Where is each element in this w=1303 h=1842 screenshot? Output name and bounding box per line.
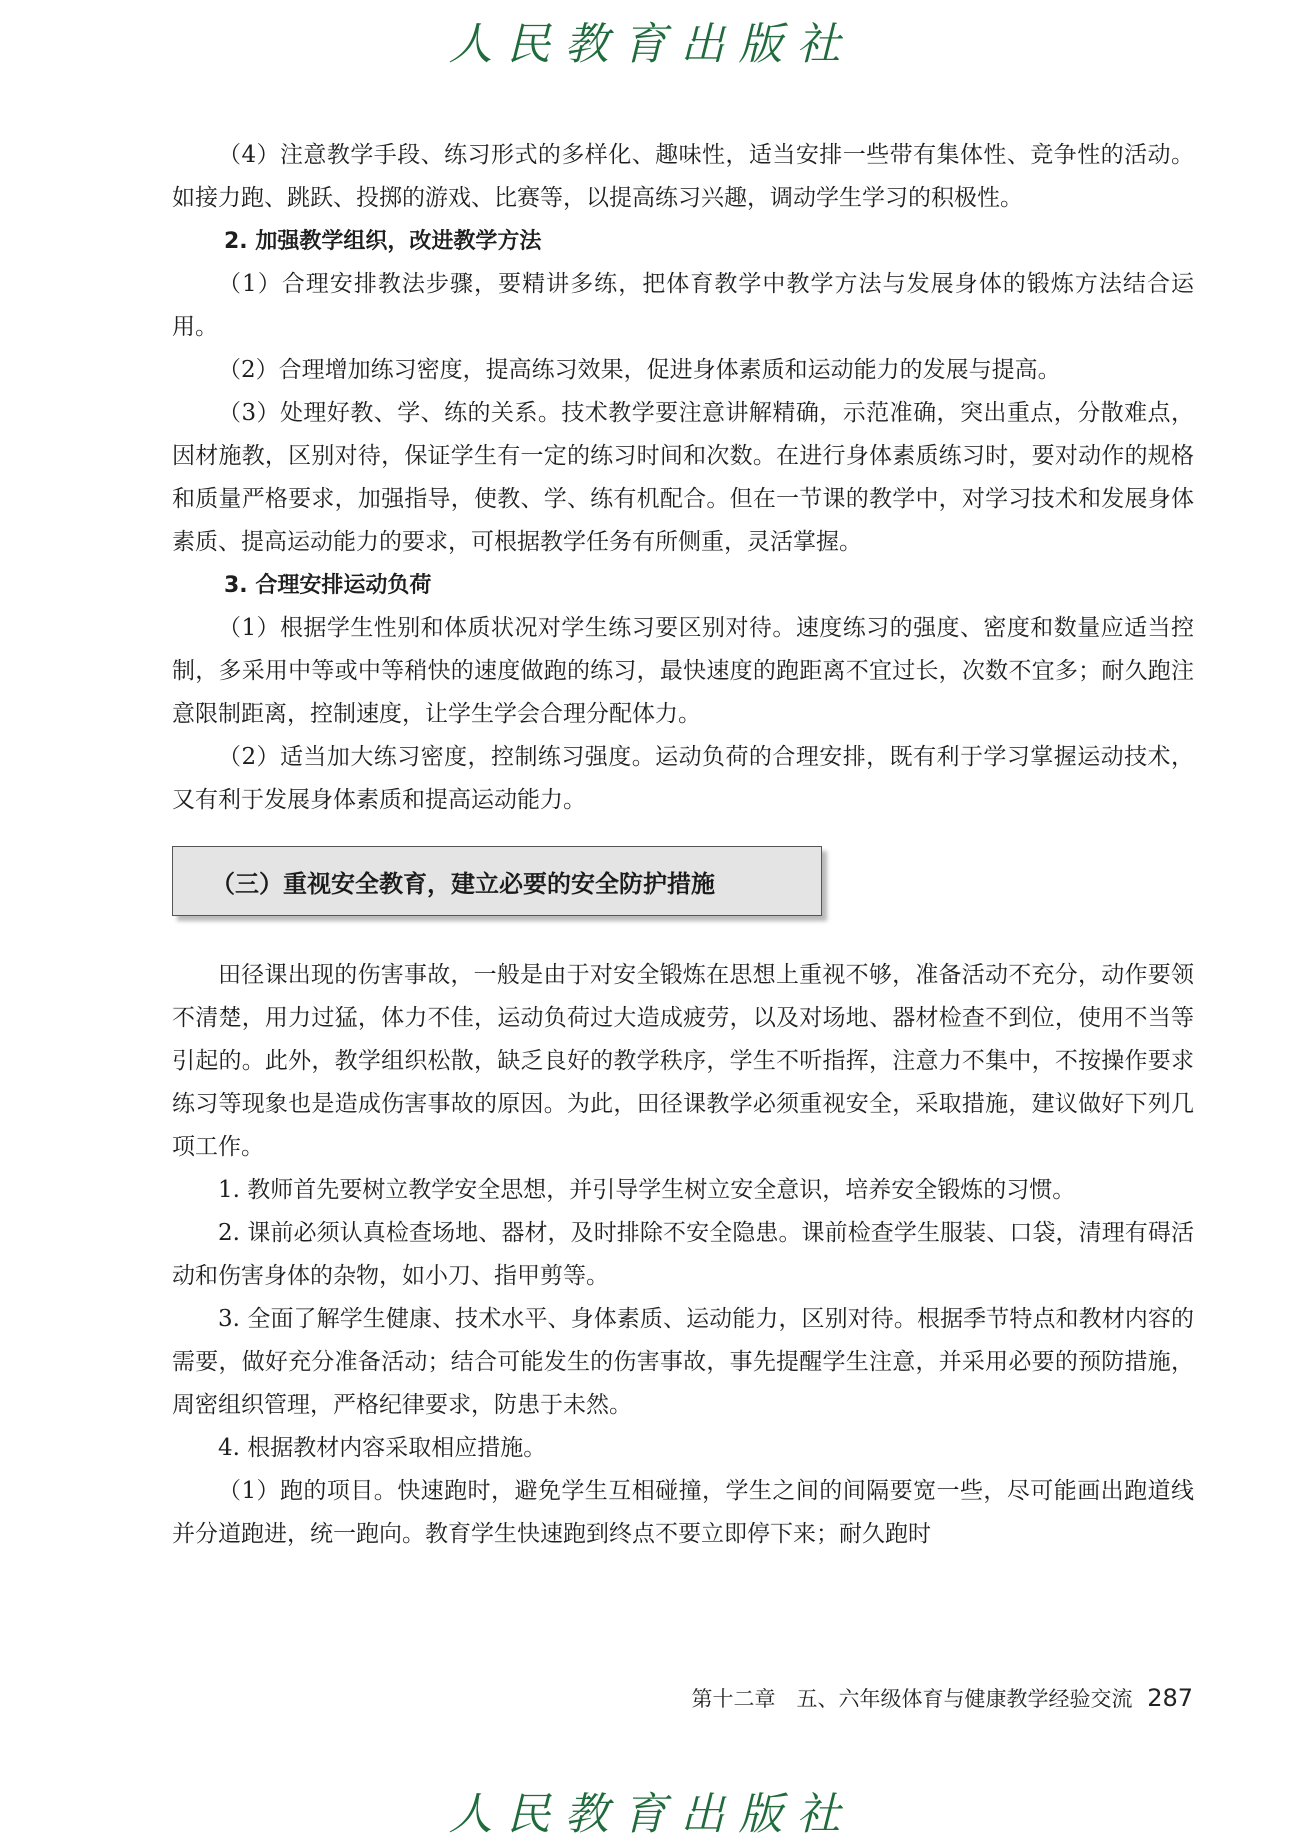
chapter-title: 第十二章 五、六年级体育与健康教学经验交流 [691,1687,1133,1711]
paragraph: （3）处理好教、学、练的关系。技术教学要注意讲解精确，示范准确，突出重点，分散难点，因材施教，区别对待，保证学生有一定的练习时间和次数。在进行身体素质练习时，要对动作的规格和质量严格要求，加强指导，使教、学、练有机配合。但在一节课的教学中，对学习技术和发展身体素质、提高运动能力的要求，可根据教学任务有所侧重，灵活掌握。 [172,400,1194,555]
publisher-logo-bottom: 人民教育出版社 [448,1789,855,1840]
paragraph: （4）注意教学手段、练习形式的多样化、趣味性，适当安排一些带有集体性、竞争性的活动。如接力跑、跳跃、投掷的游戏、比赛等，以提高练习兴趣，调动学生学习的积极性。 [172,142,1194,211]
heading-3: 3. 合理安排运动负荷 [224,573,432,598]
list-item: 1. 教师首先要树立教学安全思想，并引导学生树立安全意识，培养安全锻炼的习惯。 [218,1177,1076,1203]
list-item: 3. 全面了解学生健康、技术水平、身体素质、运动能力，区别对待。根据季节特点和教材内容的需要，做好充分准备活动；结合可能发生的伤害事故，事先提醒学生注意，并采用必要的预防措施，周密组织管理，严格纪律要求，防患于未然。 [172,1306,1194,1418]
paragraph: （1）跑的项目。快速跑时，避免学生互相碰撞，学生之间的间隔要宽一些，尽可能画出跑道线并分道跑进，统一跑向。教育学生快速跑到终点不要立即停下来；耐久跑时 [172,1478,1194,1547]
page-number: 287 [1147,1684,1193,1712]
paragraph: （2）合理增加练习密度，提高练习效果，促进身体素质和运动能力的发展与提高。 [218,357,1061,383]
page-body [172,134,1194,1556]
publisher-logo-top: 人民教育出版社 [448,19,855,70]
list-item: 2. 课前必须认真检查场地、器材，及时排除不安全隐患。课前检查学生服装、口袋，清理有碍活动和伤害身体的杂物，如小刀、指甲剪等。 [172,1220,1194,1289]
list-item: 4. 根据教材内容采取相应措施。 [218,1435,547,1461]
paragraph: （1）合理安排教法步骤，要精讲多练，把体育教学中教学方法与发展身体的锻炼方法结合运用。 [172,271,1194,340]
section-title-box [172,846,822,916]
paragraph: （2）适当加大练习密度，控制练习强度。运动负荷的合理安排，既有利于学习掌握运动技术，又有利于发展身体素质和提高运动能力。 [172,744,1194,813]
page-footer [692,1683,1194,1713]
paragraph: （1）根据学生性别和体质状况对学生练习要区别对待。速度练习的强度、密度和数量应适当控制，多采用中等或中等稍快的速度做跑的练习，最快速度的跑距离不宜过长，次数不宜多；耐久跑注意限制距离，控制速度，让学生学会合理分配体力。 [172,615,1194,727]
section-title: （三）重视安全教育，建立必要的安全防护措施 [211,869,715,898]
heading-2: 2. 加强教学组织，改进教学方法 [224,229,542,254]
paragraph: 田径课出现的伤害事故，一般是由于对安全锻炼在思想上重视不够，准备活动不充分，动作要领不清楚，用力过猛，体力不佳，运动负荷过大造成疲劳，以及对场地、器材检查不到位，使用不当等引起的。此外，教学组织松散，缺乏良好的教学秩序，学生不听指挥，注意力不集中，不按操作要求练习等现象也是造成伤害事故的原因。为此，田径课教学必须重视安全，采取措施，建议做好下列几项工作。 [172,962,1194,1160]
